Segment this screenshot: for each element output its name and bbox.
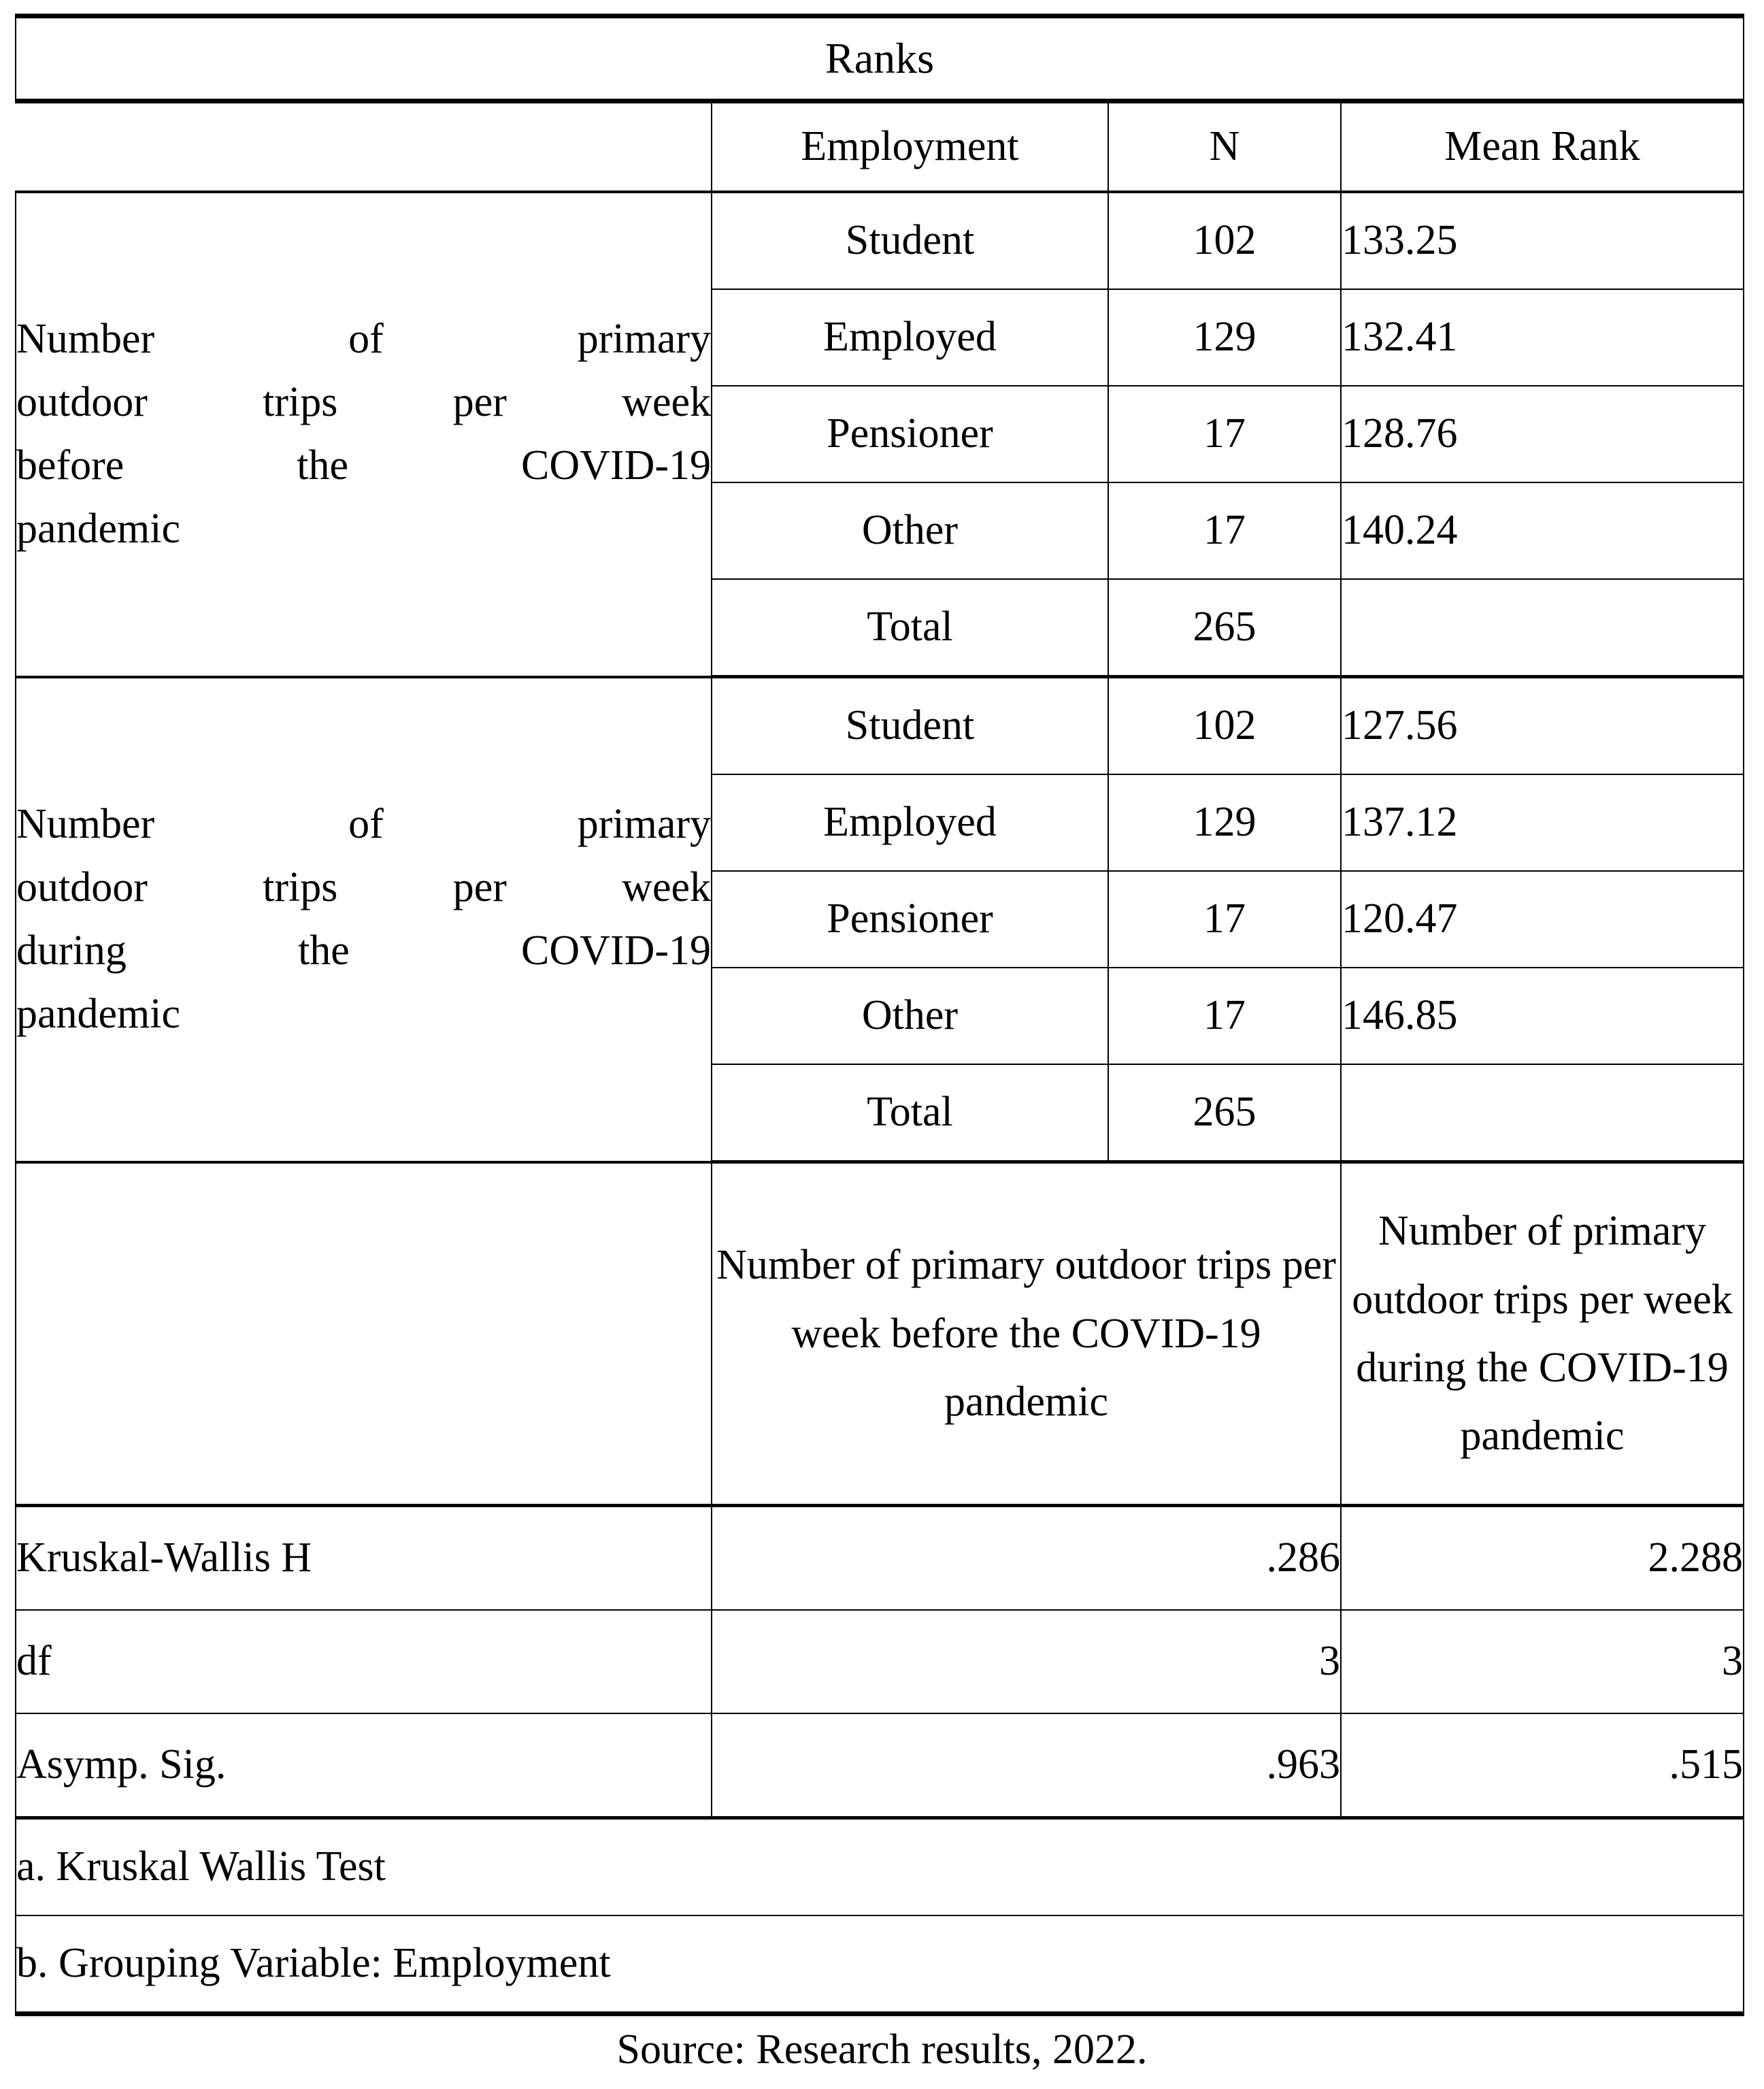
footnote-row <box>16 1818 1744 1916</box>
test-statistics-column-before: Number of primary outdoor trips per week before the COVID-19 pandemic <box>712 1162 1341 1506</box>
mean-rank-cell: 146.85 <box>1341 968 1744 1064</box>
test-statistics-column-during: Number of primary outdoor trips per week during the COVID-19 pandemic <box>1341 1162 1744 1506</box>
employment-cell: Employed <box>712 289 1108 386</box>
employment-cell: Total <box>712 579 1108 677</box>
variable-label-line: pandemic <box>16 991 181 1037</box>
employment-cell: Pensioner <box>712 386 1108 482</box>
mean-rank-cell: 127.56 <box>1341 677 1744 775</box>
stat-value-during: 3 <box>1341 1610 1744 1713</box>
employment-cell: Other <box>712 482 1108 579</box>
footnote-row <box>16 1915 1744 2014</box>
table-row <box>16 677 1744 775</box>
mean-rank-cell: 140.24 <box>1341 482 1744 579</box>
column-header-mean-rank: Mean Rank <box>1341 101 1744 193</box>
variable-label-line: Number of primary <box>16 801 711 847</box>
test-statistics-header-row <box>16 1162 1744 1506</box>
employment-cell: Student <box>712 192 1108 289</box>
n-cell: 265 <box>1108 579 1341 677</box>
variable-label-line: during the COVID-19 <box>16 927 711 974</box>
column-header-n: N <box>1108 101 1341 193</box>
ranks-statistics-table <box>15 14 1744 2016</box>
stat-value-during: .515 <box>1341 1713 1744 1818</box>
stat-value-before: .963 <box>712 1713 1341 1818</box>
source-caption: Source: Research results, 2022. <box>616 2026 1148 2073</box>
employment-cell: Student <box>712 677 1108 775</box>
variable-label-line: before the COVID-19 <box>16 442 711 489</box>
stat-value-before: 3 <box>712 1610 1341 1713</box>
mean-rank-cell: 137.12 <box>1341 774 1744 871</box>
n-cell: 17 <box>1108 482 1341 579</box>
n-cell: 129 <box>1108 289 1341 386</box>
test-statistics-corner <box>16 1162 712 1506</box>
mean-rank-cell: 133.25 <box>1341 192 1744 289</box>
variable-label-line: pandemic <box>16 506 181 553</box>
mean-rank-cell <box>1341 579 1744 677</box>
stat-value-before: .286 <box>712 1506 1341 1611</box>
footnote-kruskal-wallis-test: a. Kruskal Wallis Test <box>16 1818 1744 1916</box>
column-header-row <box>16 101 1744 193</box>
mean-rank-cell <box>1341 1064 1744 1162</box>
footnote-grouping-variable: b. Grouping Variable: Employment <box>16 1915 1744 2014</box>
column-header-employment: Employment <box>712 101 1108 193</box>
employment-cell: Other <box>712 968 1108 1064</box>
variable-label-line: outdoor trips per week <box>16 379 711 426</box>
stat-label-kruskal-wallis-h: Kruskal-Wallis H <box>16 1506 712 1611</box>
n-cell: 129 <box>1108 774 1341 871</box>
n-cell: 265 <box>1108 1064 1341 1162</box>
table-row <box>16 1610 1744 1713</box>
n-cell: 17 <box>1108 386 1341 482</box>
table-row <box>16 1506 1744 1611</box>
employment-cell: Employed <box>712 774 1108 871</box>
column-header-spacer <box>16 101 712 193</box>
table-title-row <box>16 16 1744 101</box>
variable-label-during <box>16 677 712 1162</box>
variable-label-line: outdoor trips per week <box>16 864 711 910</box>
variable-label-line: Number of primary <box>16 316 711 363</box>
stat-label-asymp-sig: Asymp. Sig. <box>16 1713 712 1818</box>
stat-value-during: 2.288 <box>1341 1506 1744 1611</box>
n-cell: 17 <box>1108 871 1341 968</box>
employment-cell: Pensioner <box>712 871 1108 968</box>
n-cell: 17 <box>1108 968 1341 1064</box>
mean-rank-cell: 128.76 <box>1341 386 1744 482</box>
mean-rank-cell: 132.41 <box>1341 289 1744 386</box>
n-cell: 102 <box>1108 192 1341 289</box>
page-title: Ranks <box>16 16 1744 101</box>
n-cell: 102 <box>1108 677 1341 775</box>
mean-rank-cell: 120.47 <box>1341 871 1744 968</box>
variable-label-before <box>16 192 712 677</box>
stat-label-df: df <box>16 1610 712 1713</box>
table-row <box>16 192 1744 289</box>
table-row <box>16 1713 1744 1818</box>
employment-cell: Total <box>712 1064 1108 1162</box>
